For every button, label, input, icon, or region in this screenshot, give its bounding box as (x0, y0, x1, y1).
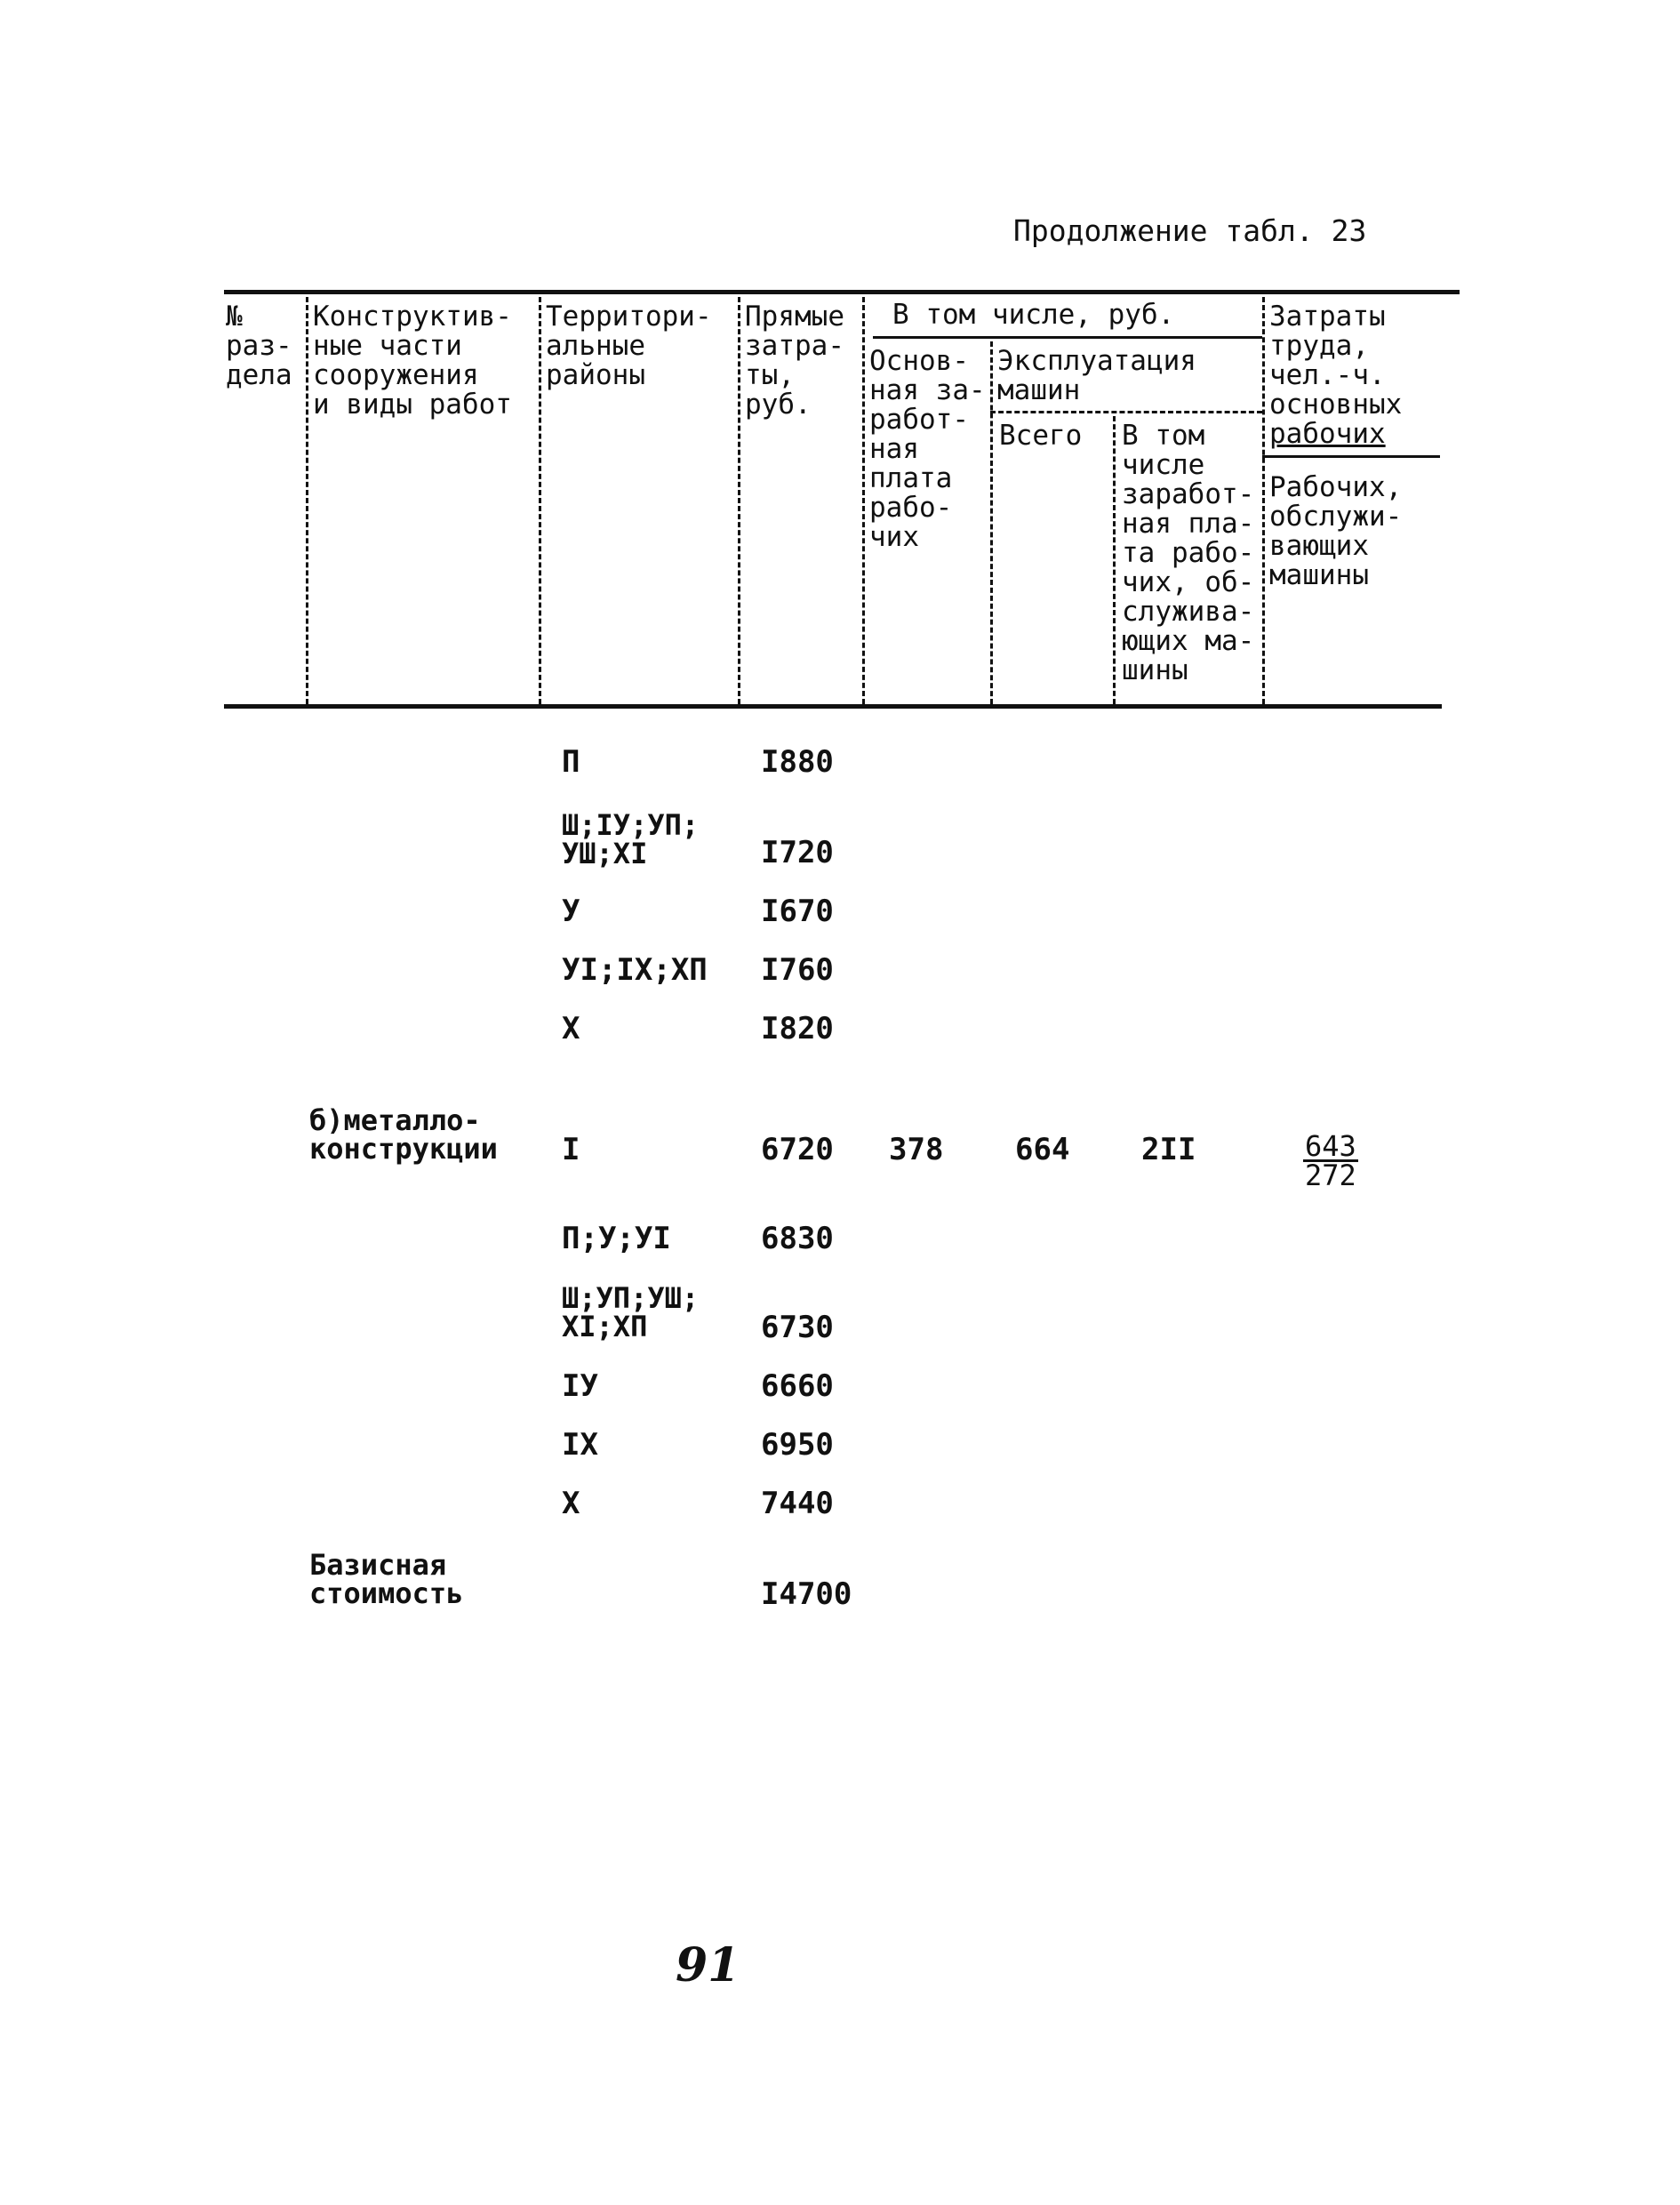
row-7-direct: 6830 (761, 1221, 834, 1256)
header-col-labor-bottom: Рабочих, обслужи- вающих машины (1269, 471, 1403, 591)
row-5-direct: I820 (761, 1011, 834, 1046)
row-6-labor-machines: 272 (1305, 1159, 1356, 1192)
vsep-2 (539, 297, 541, 704)
header-col-labor-top: Затраты труда, чел.-ч. основных (1269, 301, 1403, 421)
row-9-region: IУ (562, 1368, 598, 1404)
header-col-parts: Конструктив- ные части сооружения и виды работ (313, 301, 512, 421)
vsep-6 (1113, 416, 1116, 704)
header-col-total: Всего (999, 420, 1083, 452)
row-6-region: I (562, 1132, 580, 1167)
header-col-wage: Основ- ная за- работ- ная плата рабо- чих (869, 345, 986, 553)
exploit-subrule (990, 411, 1262, 413)
row-6-wage: 378 (889, 1132, 944, 1167)
row-1-direct: I880 (761, 744, 834, 780)
row-6-incl-wage: 2II (1141, 1132, 1196, 1167)
header-col-incl: В том числе, руб. (892, 299, 1175, 331)
row-6-labor (1303, 1129, 1358, 1192)
row-1-region: П (562, 744, 580, 780)
row-3-region: У (562, 894, 580, 929)
row-6-part: б)металло- конструкции (309, 1103, 498, 1166)
header-col-incl-wage: В том числе заработ- ная пла- та рабо- чих, об- служива- ющих ма- шины (1122, 420, 1255, 686)
row-2-region: Ш;IУ;УП; УШ;XI (562, 808, 700, 870)
header-col-regions: Территори- альные районы (546, 301, 712, 391)
vsep-7 (1262, 297, 1265, 704)
table-header (224, 290, 1460, 708)
row-8-region: Ш;УП;УШ; XI;XП (562, 1281, 700, 1343)
row-10-direct: 6950 (761, 1427, 834, 1463)
table-caption: Продолжение табл. 23 (1013, 213, 1367, 248)
header-col-labor-under: рабочих (1269, 418, 1386, 450)
row-4-direct: I760 (761, 952, 834, 988)
header-col-no: № раз- дела (226, 301, 292, 391)
row-4-region: УI;IX;XП (562, 952, 708, 988)
row-8-direct: 6730 (761, 1310, 834, 1345)
header-top-rule (224, 290, 1460, 294)
labor-subrule (1262, 455, 1440, 458)
row-6-total: 664 (1015, 1132, 1070, 1167)
vsep-5 (990, 341, 993, 704)
row-11-region: X (562, 1486, 580, 1521)
header-bottom-rule (224, 704, 1442, 709)
row-3-direct: I670 (761, 894, 834, 929)
vsep-3 (738, 297, 740, 704)
row-5-region: X (562, 1011, 580, 1046)
row-10-region: IX (562, 1427, 598, 1463)
header-col-exploit: Эксплуатация машин (997, 345, 1196, 406)
row-12-part: Базисная стоимость (309, 1548, 464, 1610)
row-6-labor-main: 643 (1305, 1129, 1356, 1163)
row-7-region: П;У;УI (562, 1221, 671, 1256)
vsep-4 (862, 297, 865, 704)
row-2-direct: I720 (761, 835, 834, 870)
page-number: 91 (676, 1938, 740, 1993)
row-6-direct: 6720 (761, 1132, 834, 1167)
incl-subrule (873, 336, 1262, 339)
vsep-1 (306, 297, 308, 704)
row-12-direct: I4700 (761, 1576, 852, 1612)
header-col-direct: Прямые затра- ты, руб. (745, 301, 844, 421)
row-9-direct: 6660 (761, 1368, 834, 1404)
row-11-direct: 7440 (761, 1486, 834, 1521)
